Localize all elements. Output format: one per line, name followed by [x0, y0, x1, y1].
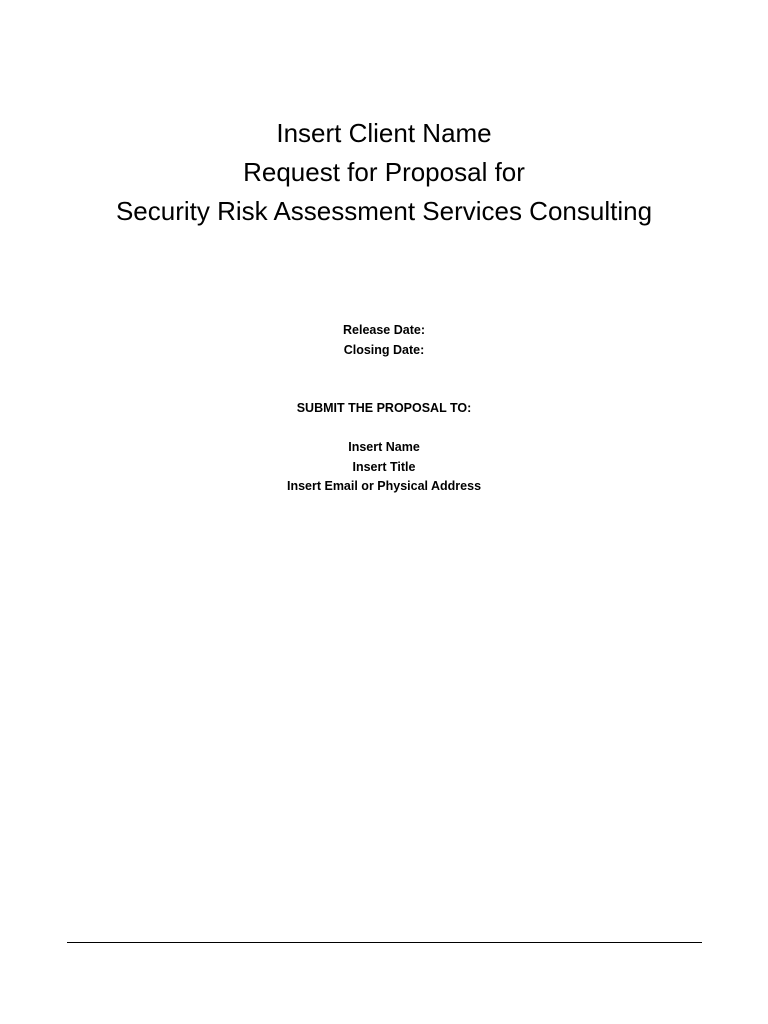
- submit-title-placeholder: Insert Title: [352, 459, 416, 474]
- rfp-subject: Security Risk Assessment Services Consulting: [115, 196, 653, 226]
- release-date-label: Release Date:: [343, 323, 425, 337]
- proposal-details: [0, 321, 768, 497]
- client-name-placeholder: Insert Client Name: [276, 118, 492, 148]
- section-spacer: [0, 360, 768, 399]
- submit-address-placeholder: Insert Email or Physical Address: [286, 479, 482, 493]
- document-title: [0, 114, 768, 231]
- footer-divider: [67, 942, 702, 943]
- closing-date-label: Closing Date:: [343, 342, 425, 357]
- rfp-heading: Request for Proposal for: [243, 157, 525, 187]
- submit-heading: SUBMIT THE PROPOSAL TO:: [296, 401, 472, 415]
- submit-name-placeholder: Insert Name: [348, 440, 420, 454]
- section-spacer: [0, 419, 768, 439]
